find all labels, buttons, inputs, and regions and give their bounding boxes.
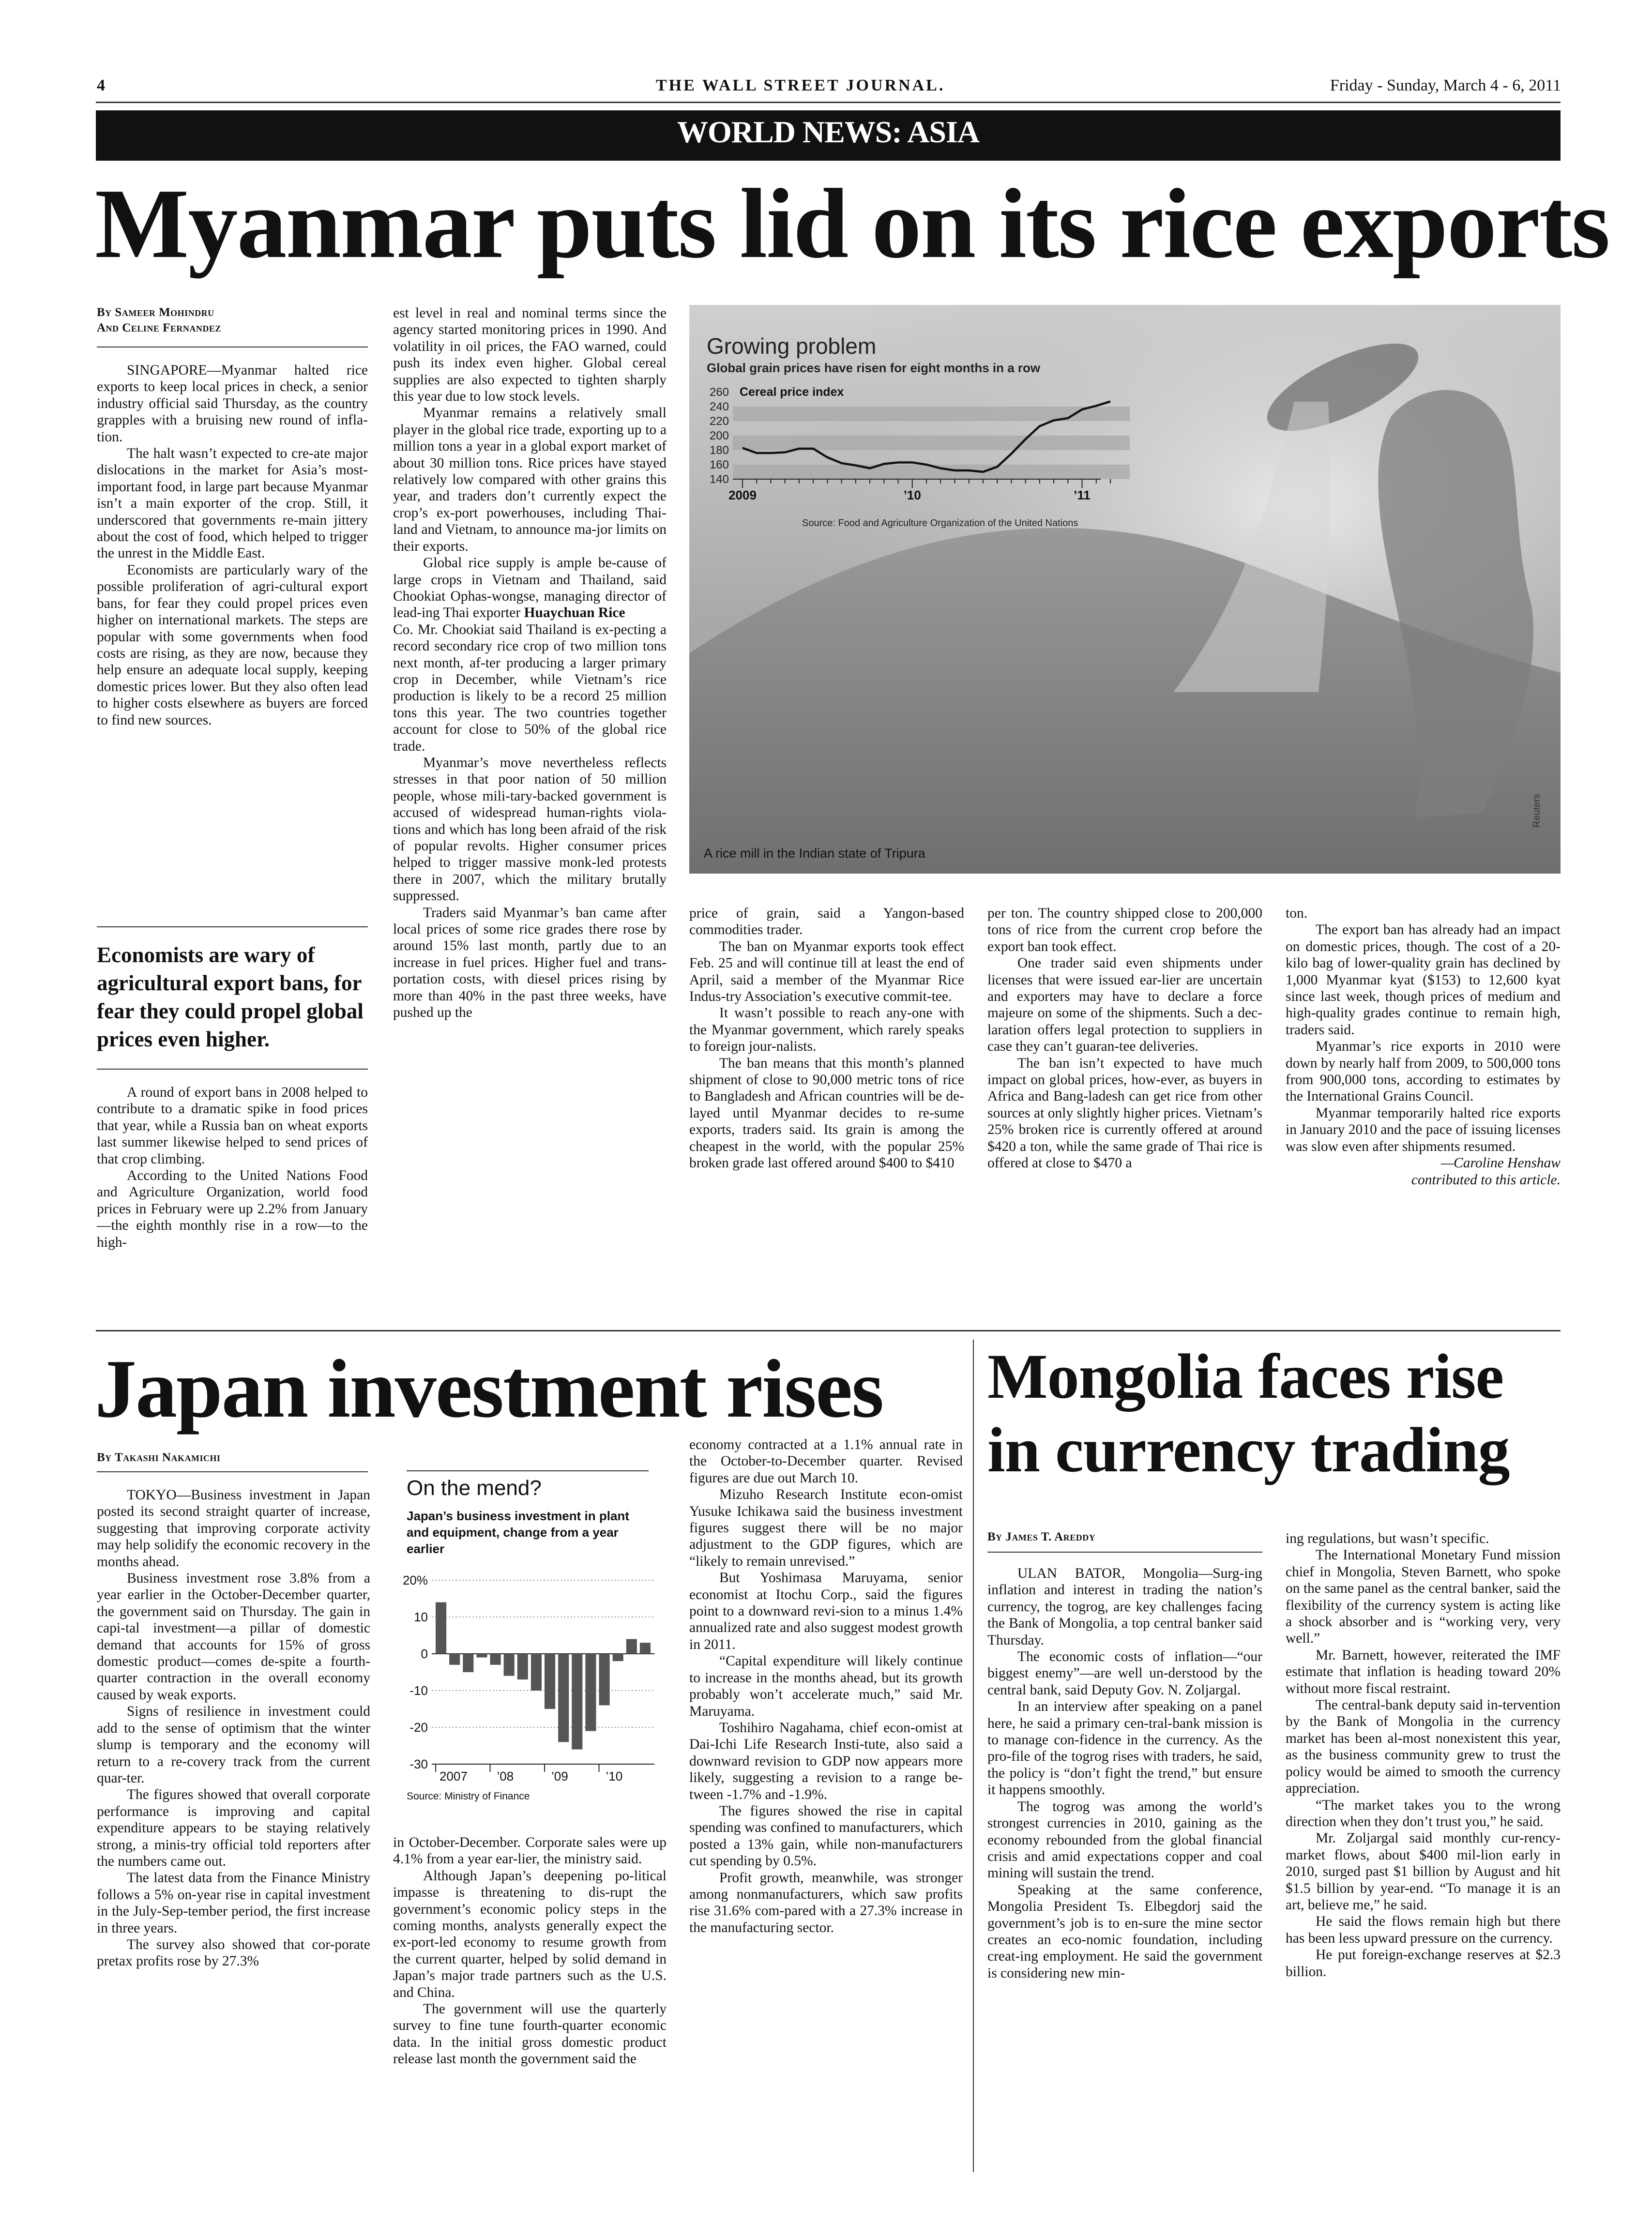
paragraph: “The market takes you to the wrong direction when they don’t trust you,” he said. — [1286, 1797, 1561, 1829]
myanmar-column-2 — [393, 305, 667, 1021]
paragraph: The figures showed that overall corporate performance is improving and capital expenditure appears to be staying relatively strong, a minis-try official told reporters after the numbers came out. — [97, 1787, 370, 1869]
paragraph: Toshihiro Nagahama, chief econ-omist at Dai-Ichi Life Research Insti-tute, also said a downward revision to GDP now appears more likely, suggesting a revision to a range be-tween -1.7% and -1.9%. — [689, 1720, 963, 1802]
investment-bar — [599, 1654, 610, 1705]
paragraph: Signs of resilience in investment could add to the sense of optimism that the winter slump is temporary and the economy will return to a re-covery track from the current quar-ter. — [97, 1704, 370, 1786]
myanmar-byline — [97, 305, 368, 336]
paragraph: Traders said Myanmar’s ban came after local prices of some rice grades there rose by around 15% last month, partly due to an increase in fuel prices. Higher fuel and trans-portation costs, with diesel prices rising by more than 40% in the past three weeks, have pushed up the — [393, 905, 667, 1021]
x-tick-label: ’09 — [551, 1769, 568, 1783]
x-tick-label: ’11 — [1074, 488, 1091, 502]
paragraph: The figures showed the rise in capital spending was confined to manufacturers, which posted a 13% gain, while non-manufacturers cut spending by 0.5%. — [689, 1803, 963, 1869]
cereal-price-chart — [704, 382, 1139, 513]
mongolia-headline-line-1: Mongolia faces rise — [987, 1341, 1504, 1412]
investment-bar — [640, 1643, 651, 1654]
myanmar-column-1b — [97, 1084, 368, 1251]
paragraph: The latest data from the Finance Ministry follows a 5% on-year rise in capital investment in the July-Sep-tember period, the first increase in three years. — [97, 1870, 370, 1936]
paragraph: SINGAPORE—Myanmar halted rice exports to keep local prices in check, a senior industry official said Thursday, as the country grapples with a bruising new round of infla-tion. — [97, 363, 368, 445]
paragraph: The International Monetary Fund mission chief in Mongolia, Steven Barnett, who spoke on the same panel as the central banker, said the flexibility of the currency system is acting like a shock absorber and is “working very, very well.” — [1286, 1547, 1561, 1647]
myanmar-column-3 — [689, 905, 964, 1172]
y-tick-label: -20 — [409, 1720, 428, 1735]
paragraph — [393, 555, 667, 621]
paragraph: “Capital expenditure will likely continue to increase in the months ahead, but its growth probably won’t accelerate much,” said Mr. Maruyama. — [689, 1653, 963, 1719]
paragraph: est level in real and nominal terms since the agency started monitoring prices in 1990. And volatility in oil prices, the FAO warned, could push its index even higher. Global cereal supplies are also expected to tighten sharply this year due to low stock levels. — [393, 305, 667, 405]
chart-source: Source: Ministry of Finance — [407, 1791, 530, 1802]
japan-byline-rule — [97, 1471, 368, 1472]
mongolia-byline-rule — [987, 1552, 1262, 1553]
contributor-credit-note: contributed to this article. — [1411, 1172, 1561, 1188]
x-tick-label: 2007 — [440, 1769, 468, 1783]
myanmar-column-5 — [1286, 905, 1561, 1188]
y-tick-label: 180 — [709, 444, 729, 457]
mongolia-column-1 — [987, 1565, 1262, 1981]
paragraph: A round of export bans in 2008 helped to contribute to a dramatic spike in food prices that year, while a Russia ban on wheat exports last summer likewise helped to send prices of that crop climbing. — [97, 1085, 368, 1167]
paragraph: Although Japan’s deepening po-litical impasse is threatening to dis-rupt the government’s economic policy steps in the coming months, analysts generally expect the ex-port-led economy to resume growth from the current quarter, helped by solid demand in Japan’s major trade partners such as the U.S. and China. — [393, 1868, 667, 2000]
paragraph: Myanmar temporarily halted rice exports in January 2010 and the pace of issuing licenses was slow even after shipments resumed. — [1286, 1105, 1561, 1154]
paragraph: price of grain, said a Yangon-based commodities trader. — [689, 906, 964, 938]
paragraph: The ban on Myanmar exports took effect Feb. 25 and will continue till at least the end of April, said a member of the Myanmar Rice Indus-try Association’s executive commit-tee. — [689, 938, 964, 1005]
paragraph: The togrog was among the world’s strongest currencies in 2010, gaining as the economy rebounded from the global financial crisis and amid expectations copper and coal mining will sustain the trend. — [987, 1798, 1262, 1881]
paragraph: One trader said even shipments under licenses that were issued ear-lier are uncertain and exporters may have to declare a force majeure on some of the shipments. Such a dec-laration offers legal protection to suppliers in case they can’t guaran-tee deliveries. — [987, 955, 1262, 1055]
y-tick-label: 240 — [709, 400, 729, 413]
y-tick-label: 160 — [709, 458, 729, 471]
x-tick-label: ’08 — [497, 1769, 514, 1783]
paragraph: Mr. Zoljargal said monthly cur-rency-market flows, about $400 mil-lion early in 2010, surged past $1 billion by August and hit $1.5 billion by year-end. “To manage it is an art, believe me,” he said. — [1286, 1830, 1561, 1913]
paragraph: The central-bank deputy said in-tervention by the Bank of Mongolia in the currency market has been al-most nonexistent this year, as the business community grew to trust the policy would be aimed to smooth the currency appreciation. — [1286, 1697, 1561, 1797]
japan-column-1 — [97, 1487, 370, 1970]
paragraph: The economic costs of inflation—“our biggest enemy”—are well un-derstood by the central bank, said Deputy Gov. N. Zoljargal. — [987, 1649, 1262, 1698]
paragraph: The export ban has already had an impact on domestic prices, though. The cost of a 20-kilo bag of lower-quality grain has declined by 1,000 Myanmar kyat ($153) to 12,600 kyat since last week, though prices of medium and high-quality grades continue to remain high, traders said. — [1286, 922, 1561, 1038]
investment-bar — [490, 1654, 501, 1665]
y-tick-label: -30 — [409, 1757, 428, 1771]
paragraph: Co. Mr. Chookiat said Thailand is ex-pecting a record secondary rice crop of two million tons next month, af-ter producing a larger primary crop in December, while Vietnam’s rice production is likely to be a record 25 million tons this year. The two countries together account for close to 50% of the global rice trade. — [393, 621, 667, 754]
paragraph: economy contracted at a 1.1% annual rate in the October-to-December quarter. Revised figures are due out March 10. — [689, 1437, 963, 1486]
paragraph: He said the flows remain high but there has been less upward pressure on the currency. — [1286, 1914, 1561, 1946]
paragraph: The ban isn’t expected to have much impact on global prices, how-ever, as buyers in Africa and Bang-ladesh can get rice from other sources at only slightly higher prices. Vietnam’s 25% broken rice is currently offered at around $420 a ton, while the same grade of Thai rice is offered at close to $470 a — [987, 1055, 1262, 1171]
paragraph: But Yoshimasa Maruyama, senior economist at Itochu Corp., said the figures point to a downward revi-sion to a minus 1.4% annualized rate and also suggest modest growth in 2011. — [689, 1570, 963, 1652]
investment-bar — [463, 1654, 473, 1672]
section-title: WORLD NEWS: ASIA — [677, 115, 980, 149]
photo-caption: A rice mill in the Indian state of Tripura — [704, 846, 925, 861]
paragraph: Speaking at the same conference, Mongolia President Ts. Elbegdorj said the government’s job is to en-sure the mine sector creates an eco-nomic foundation, including creat-ing employment. He said the government is considering new min- — [987, 1882, 1262, 1981]
paragraph: The halt wasn’t expected to cre-ate major dislocations in the market for Asia’s most-important food, in large part because Myanmar isn’t a main exporter of the crop. Still, it underscored that governments re-main jittery about the cost of food, which helped to trigger the unrest in the Middle East. — [97, 446, 368, 561]
chart-title: Growing problem — [707, 333, 877, 359]
company-name: Huaychuan Rice — [524, 605, 625, 621]
investment-bar — [613, 1654, 623, 1661]
paragraph: He put foreign-exchange reserves at $2.3 billion. — [1286, 1947, 1561, 1979]
paragraph: Economists are particularly wary of the possible proliferation of agri-cultural export bans, for fear they could propel prices even higher on international markets. The steps are popular with some governments when food costs are rising, as they are now, because they help ensure an adequate local supply, keeping domestic prices lower. But they also often lead to higher costs elsewhere as buyers are forced to find new sources. — [97, 562, 368, 728]
y-tick-label: 140 — [709, 473, 729, 486]
x-tick-label: 2009 — [728, 488, 757, 502]
paper-name: THE WALL STREET JOURNAL. — [656, 76, 945, 94]
investment-bar — [449, 1654, 460, 1665]
paragraph: ton. — [1286, 906, 1308, 921]
pullquote-bottom-rule — [97, 1069, 368, 1070]
x-tick-label: ’10 — [606, 1769, 623, 1783]
paragraph: in October-December. Corporate sales were up 4.1% from a year ear-lier, the ministry said. — [393, 1835, 667, 1867]
investment-bar — [558, 1654, 569, 1742]
series-label: Cereal price index — [740, 385, 844, 399]
japan-column-2 — [393, 1834, 667, 2068]
mongolia-byline: By James T. Areddy — [987, 1530, 1096, 1543]
paragraph: Myanmar’s move nevertheless reflects stresses in that poor nation of 50 million people, whose mili-tary-backed government is accused of widespread human-rights viola-tions and which has long been afraid of the risk of popular revolts. Higher consumer prices helped to trigger massive monk-led protests there in 2007, which the military brutally suppressed. — [393, 755, 667, 904]
y-tick-label: 260 — [709, 386, 729, 399]
paragraph: Mr. Barnett, however, reiterated the IMF estimate that inflation is heading toward 20% without more fiscal restraint. — [1286, 1647, 1561, 1696]
investment-bar — [585, 1654, 596, 1731]
japan-chart-box — [393, 1457, 667, 1815]
paragraph: Profit growth, meanwhile, was stronger among nonmanufacturers, which saw profits rise 31.6% com-pared with a 27.3% increase in the manufacturing sector. — [689, 1870, 963, 1935]
investment-bar — [572, 1654, 582, 1750]
japan-byline: By Takashi Nakamichi — [97, 1451, 221, 1464]
japan-column-3 — [689, 1436, 963, 1936]
page-number: 4 — [97, 76, 105, 94]
chart-band — [733, 407, 1130, 421]
mongolia-column-2 — [1286, 1530, 1561, 1980]
rice-mill-photo — [689, 305, 1561, 874]
paragraph: per ton. The country shipped close to 200,000 tons of rice from the current crop before the export ban took effect. — [987, 906, 1262, 954]
paragraph: Myanmar remains a relatively small player in the global rice trade, exporting up to a million tons a year in a global export market of about 30 million tons. Rice prices have stayed relatively low compared with other grains this year, and traders don’t currently expect the crop’s ex-port powerhouses, including Thai-land and Vietnam, to announce ma-jor limits on their exports. — [393, 405, 667, 554]
byline-author-1: By Sameer Mohindru — [97, 306, 214, 319]
investment-bar — [436, 1602, 446, 1654]
myanmar-column-1 — [97, 362, 368, 728]
japan-headline: Japan investment rises — [95, 1343, 883, 1435]
story-divider — [96, 1330, 1561, 1331]
paragraph: The government will use the quarterly survey to fine tune fourth-quarter economic data. In the initial gross domestic product release last month the government said the — [393, 2001, 667, 2067]
investment-bar — [504, 1654, 515, 1676]
y-tick-label: 20% — [403, 1573, 428, 1587]
pullquote-top-rule — [97, 926, 368, 927]
photo-credit: Reuters — [1531, 793, 1542, 828]
paragraph: TOKYO—Business investment in Japan posted its second straight quarter of increase, suggesting that improving corporate activity may help solidify the economic recovery in the months ahead. — [97, 1487, 370, 1570]
paragraph-text: Global rice supply is ample be-cause of large crops in Vietnam and Thailand, said Chookiat Ophas-wongse, managing director of lead-ing Thai exporter — [393, 555, 667, 621]
paragraph: It wasn’t possible to reach any-one with the Myanmar government, which rarely speaks to foreign jour-nalists. — [689, 1005, 964, 1055]
paragraph: ULAN BATOR, Mongolia—Surg-ing inflation and interest in trading the nation’s currency, the togrog, are key challenges facing the Bank of Mongolia, a top central banker said Thursday. — [987, 1566, 1262, 1648]
chart-subtitle: Japan’s business investment in plant and equipment, change from a year earlier — [407, 1509, 629, 1556]
x-tick-label: ’10 — [903, 488, 921, 502]
chart-subtitle: Global grain prices have risen for eight months in a row — [707, 361, 1041, 375]
investment-bar — [626, 1639, 637, 1654]
paragraph: Mizuho Research Institute econ-omist Yusuke Ichikawa said the business investment figures suggest there will be no major adjustment to the GDP figures, which are “likely to remain unrevised.” — [689, 1487, 963, 1569]
mongolia-headline-line-2: in currency trading — [987, 1414, 1510, 1485]
pull-quote: Economists are wary of agricultural export bans, for fear they could propel global prices even higher. — [97, 943, 364, 1051]
issue-date: Friday - Sunday, March 4 - 6, 2011 — [1330, 76, 1561, 94]
chart-title: On the mend? — [407, 1476, 542, 1500]
paragraph: The survey also showed that cor-porate pretax profits rose by 27.3% — [97, 1936, 370, 1969]
y-tick-label: 220 — [709, 415, 729, 428]
chart-source: Source: Food and Agriculture Organization of the United Nations — [802, 518, 1078, 529]
masthead-rule — [96, 102, 1561, 103]
y-tick-label: 0 — [421, 1647, 428, 1661]
myanmar-column-4 — [987, 905, 1262, 1172]
investment-bar — [531, 1654, 542, 1691]
y-tick-label: -10 — [409, 1683, 428, 1698]
contributor-credit: —Caroline Henshaw — [1440, 1155, 1561, 1171]
chart-band — [733, 436, 1130, 450]
myanmar-headline: Myanmar puts lid on its rice exports — [95, 168, 1609, 279]
y-tick-label: 10 — [414, 1610, 428, 1624]
paragraph: The ban means that this month’s planned shipment of close to 90,000 metric tons of rice to Bangladesh and African countries will be de-layed until Myanmar decides to re-sume exports, traders said. Its grain is among the cheapest in the world, with the popular 25% broken grade last offered around $400 to $410 — [689, 1055, 964, 1171]
investment-bar — [517, 1654, 528, 1679]
paragraph: Myanmar’s rice exports in 2010 were down by nearly half from 2009, to 500,000 tons from 900,000 tons, according to estimates by the International Grains Council. — [1286, 1039, 1561, 1104]
chart-top-rule — [407, 1470, 649, 1471]
paragraph: According to the United Nations Food and Agriculture Organization, world food prices in February were up 2.2% from January—the eighth monthly rise in a row—to the high- — [97, 1168, 368, 1250]
business-investment-chart — [403, 1571, 664, 1783]
paragraph: In an interview after speaking on a panel here, he said a primary cen-tral-bank mission is to manage con-fidence in the currency. As the pro-file of the togrog rises with traders, he said, the policy is “don’t fight the trend,” but ensure it happens smoothly. — [987, 1699, 1262, 1798]
investment-bar — [476, 1654, 487, 1658]
paragraph: Business investment rose 3.8% from a year earlier in the October-December quarter, the government said on Thursday. The gain in capi-tal investment—a pillar of domestic demand that accounts for 15% of gross domestic product—comes de-spite a fourth-quarter contraction in the overall economy caused by weak exports. — [97, 1571, 370, 1703]
y-tick-label: 200 — [709, 429, 729, 442]
investment-bar — [545, 1654, 555, 1709]
column-divider — [973, 1340, 974, 2172]
paragraph: ing regulations, but wasn’t specific. — [1286, 1531, 1489, 1546]
byline-author-2: And Celine Fernandez — [97, 321, 221, 334]
